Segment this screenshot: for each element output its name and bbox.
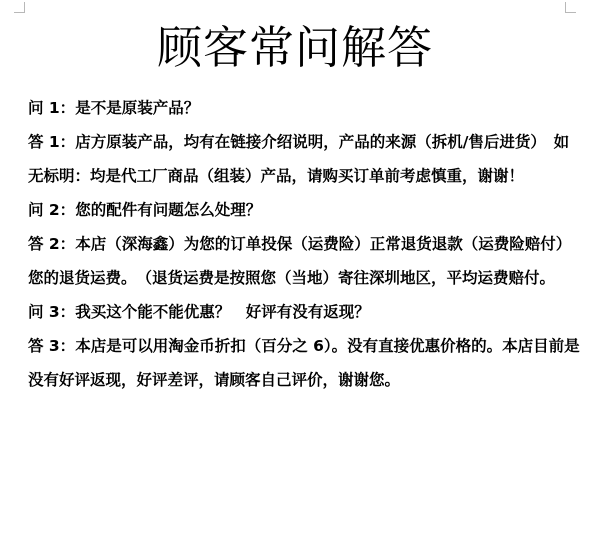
question-1 (28, 91, 584, 125)
answer-1 (28, 125, 584, 193)
answer-2-text: 本店（深海鑫）为您的订单投保（运费险）正常退货退款（运费险赔付）您的退货运费。 （退货运费是按照您（当地）寄往深圳地区，平均运费赔付。 (28, 235, 572, 287)
question-1-label: 问 1： (28, 99, 76, 117)
question-3 (28, 295, 584, 329)
question-2 (28, 193, 584, 227)
answer-1-text: 店方原装产品，均有在链接介绍说明，产品的来源（拆机/售后进货） 如无标明：均是代工厂商品（组装）产品，请购买订单前考虑慎重，谢谢！ (28, 133, 570, 185)
answer-2-label: 答 2： (28, 235, 76, 253)
page-corner-mark-right (565, 2, 576, 13)
answer-3-label: 答 3： (28, 337, 76, 355)
question-1-text: 是不是原装产品？ (75, 99, 200, 117)
answer-3-text: 本店是可以用淘金币折扣（百分之 6）。没有直接优惠价格的。本店目前是没有好评返现，好评差评，请顾客自己评价，谢谢您。 (28, 337, 580, 389)
document-title: 顾客常问解答 (156, 21, 433, 74)
question-2-label: 问 2： (28, 201, 76, 219)
question-3-text: 我买这个能不能优惠？ 好评有没有返现？ (75, 303, 370, 321)
answer-3 (28, 329, 584, 397)
document-body (28, 91, 584, 397)
answer-2 (28, 227, 584, 295)
question-2-text: 您的配件有问题怎么处理？ (75, 201, 262, 219)
answer-1-label: 答 1： (28, 133, 76, 151)
question-3-label: 问 3： (28, 303, 76, 321)
page-corner-mark-left (14, 2, 25, 13)
